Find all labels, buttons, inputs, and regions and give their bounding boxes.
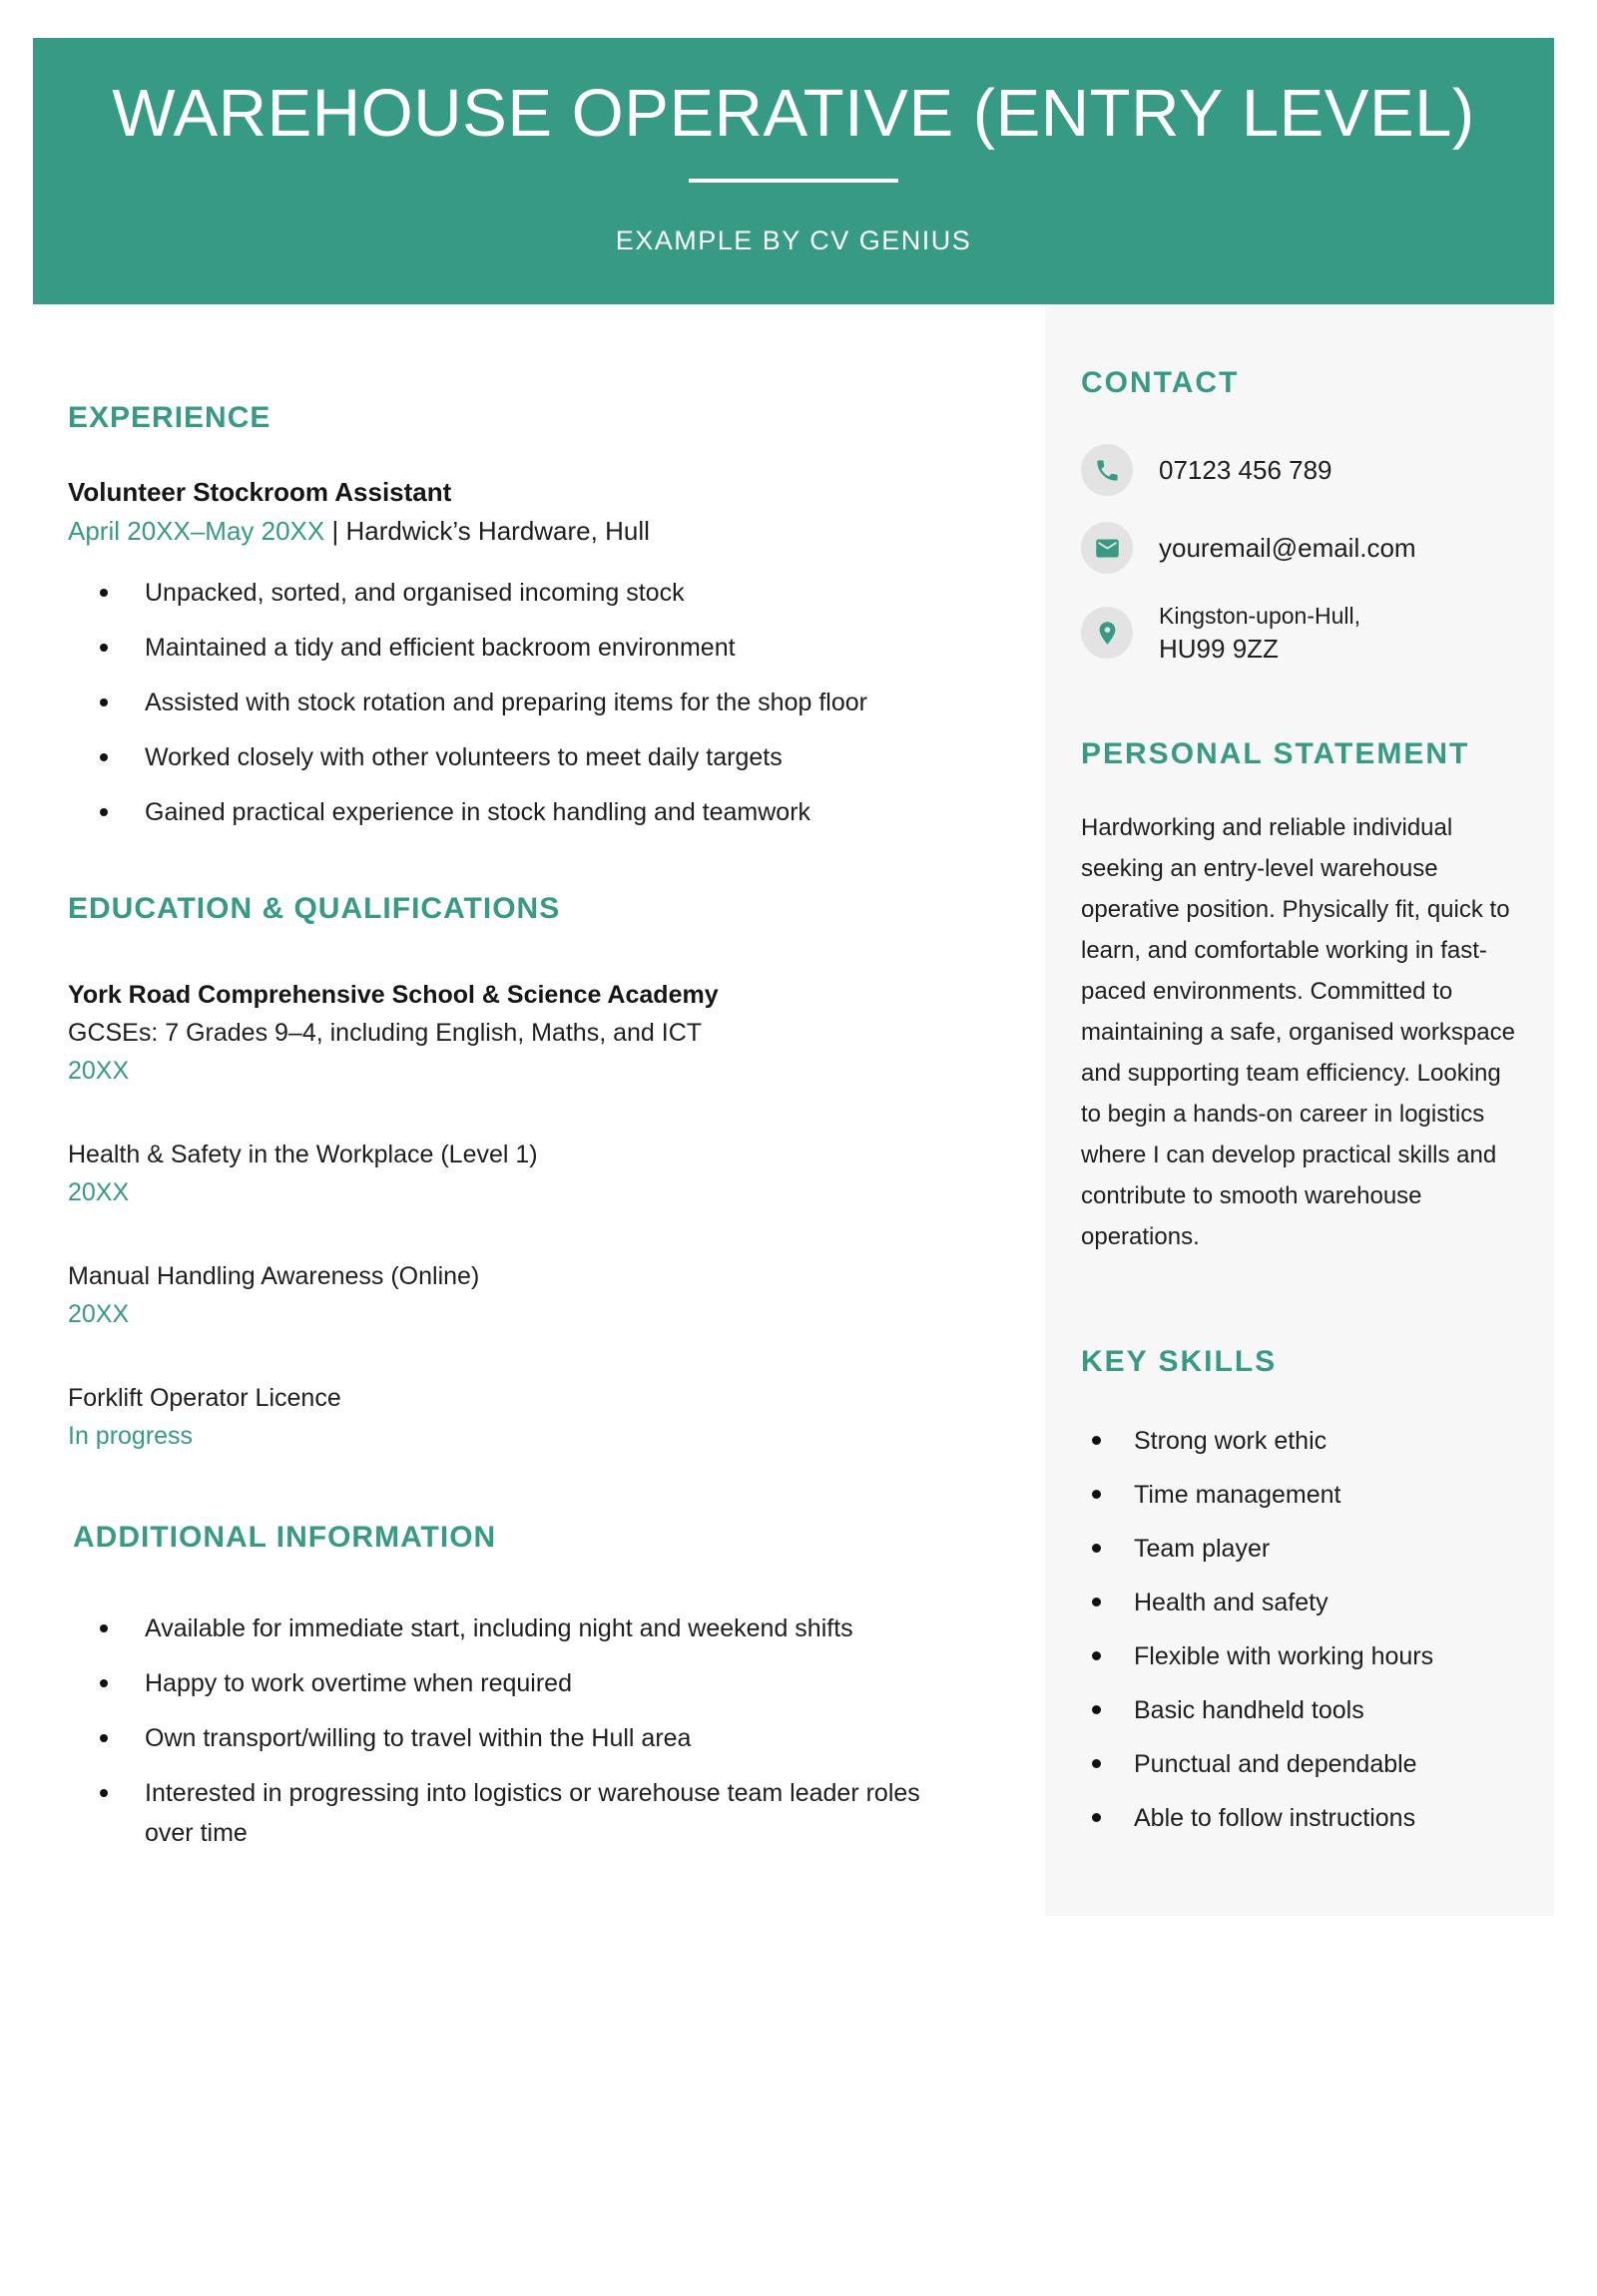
additional-info-section	[68, 1521, 1000, 1853]
experience-bullet: Worked closely with other volunteers to meet daily targets	[145, 737, 948, 777]
key-skill-item: Able to follow instructions	[1134, 1802, 1520, 1835]
job-date-range: April 20XX–May 20XX	[68, 516, 325, 546]
key-skills-list	[1081, 1425, 1520, 1835]
key-skill-item: Health and safety	[1134, 1587, 1520, 1619]
education-entry-detail: GCSEs: 7 Grades 9–4, including English, Maths, and ICT	[68, 1019, 703, 1047]
contact-list	[1081, 444, 1520, 666]
education-section	[68, 892, 1000, 1455]
contact-phone-row	[1081, 444, 1520, 496]
personal-statement-section	[1081, 737, 1520, 1257]
education-entry-date: 20XX	[68, 1057, 130, 1085]
education-entry-title: Forklift Operator Licence	[68, 1384, 341, 1412]
experience-section	[68, 401, 1000, 832]
education-entry	[68, 1136, 1000, 1211]
contact-location-row	[1081, 600, 1520, 666]
education-heading: EDUCATION & QUALIFICATIONS	[68, 892, 561, 925]
education-entry	[68, 976, 1000, 1090]
contact-email: youremail@email.com	[1159, 532, 1416, 563]
additional-info-heading: ADDITIONAL INFORMATION	[73, 1521, 497, 1554]
key-skill-item: Basic handheld tools	[1134, 1694, 1520, 1727]
experience-bullet-list	[68, 573, 1000, 832]
additional-info-bullet: Own transport/willing to travel within the Hull area	[145, 1718, 948, 1758]
additional-info-bullet: Available for immediate start, including night and weekend shifts	[145, 1608, 948, 1648]
location-icon	[1081, 607, 1133, 659]
education-entry-title: Manual Handling Awareness (Online)	[68, 1262, 480, 1290]
experience-bullet: Assisted with stock rotation and preparing items for the shop floor	[145, 683, 948, 722]
header-banner	[33, 38, 1554, 304]
phone-icon	[1081, 444, 1133, 496]
main-column	[33, 304, 1045, 1868]
education-entry-title: Health & Safety in the Workplace (Level 1)	[68, 1141, 538, 1168]
additional-info-bullet-list	[68, 1608, 1000, 1853]
education-entry-date: 20XX	[68, 1300, 130, 1328]
key-skill-item: Strong work ethic	[1134, 1425, 1520, 1458]
contact-location	[1159, 600, 1360, 666]
key-skills-section	[1081, 1345, 1520, 1835]
education-entry	[68, 1379, 1000, 1455]
experience-bullet: Maintained a tidy and efficient backroom environment	[145, 628, 948, 668]
experience-bullet: Unpacked, sorted, and organised incoming stock	[145, 573, 948, 613]
key-skills-heading: KEY SKILLS	[1081, 1345, 1278, 1378]
contact-heading: CONTACT	[1081, 366, 1240, 399]
contact-section	[1081, 366, 1520, 666]
contact-location-line1: Kingston-upon-Hull,	[1159, 603, 1361, 629]
cv-title: WAREHOUSE OPERATIVE (ENTRY LEVEL)	[112, 76, 1475, 151]
cv-subtitle: EXAMPLE BY CV GENIUS	[615, 226, 972, 255]
experience-bullet: Gained practical experience in stock handling and teamwork	[145, 792, 948, 832]
email-icon	[1081, 522, 1133, 574]
education-entry-date: 20XX	[68, 1178, 130, 1206]
contact-location-line2: HU99 9ZZ	[1159, 634, 1279, 664]
job-title: Volunteer Stockroom Assistant	[68, 477, 452, 507]
additional-info-bullet: Happy to work overtime when required	[145, 1663, 948, 1703]
key-skill-item: Flexible with working hours	[1134, 1640, 1520, 1673]
key-skill-item: Team player	[1134, 1533, 1520, 1566]
personal-statement-text: Hardworking and reliable individual seeking an entry-level warehouse operative position. Physically fit, quick to learn, and comfortable working in fast-paced environments. Committed to maintaining a safe, organised workspace and supporting team efficiency. Looking to begin a hands-on career in logistics where I can develop practical skills and contribute to smooth warehouse operations.	[1081, 814, 1515, 1250]
additional-info-bullet: Interested in progressing into logistics or warehouse team leader roles over time	[145, 1773, 948, 1853]
education-entry-date: In progress	[68, 1422, 194, 1450]
sidebar	[1045, 304, 1554, 1916]
contact-email-row	[1081, 522, 1520, 574]
job-company: Hardwick’s Hardware, Hull	[345, 516, 650, 546]
content-columns	[33, 304, 1554, 1916]
experience-heading: EXPERIENCE	[68, 401, 271, 434]
education-entry	[68, 1257, 1000, 1333]
key-skill-item: Punctual and dependable	[1134, 1748, 1520, 1781]
contact-phone: 07123 456 789	[1159, 454, 1332, 485]
title-underline	[689, 179, 898, 183]
date-company-separator: |	[331, 516, 339, 546]
job-date-line	[68, 516, 1000, 547]
key-skill-item: Time management	[1134, 1479, 1520, 1512]
education-entry-title: York Road Comprehensive School & Science Academy	[68, 981, 719, 1009]
personal-statement-heading: PERSONAL STATEMENT	[1081, 737, 1470, 770]
